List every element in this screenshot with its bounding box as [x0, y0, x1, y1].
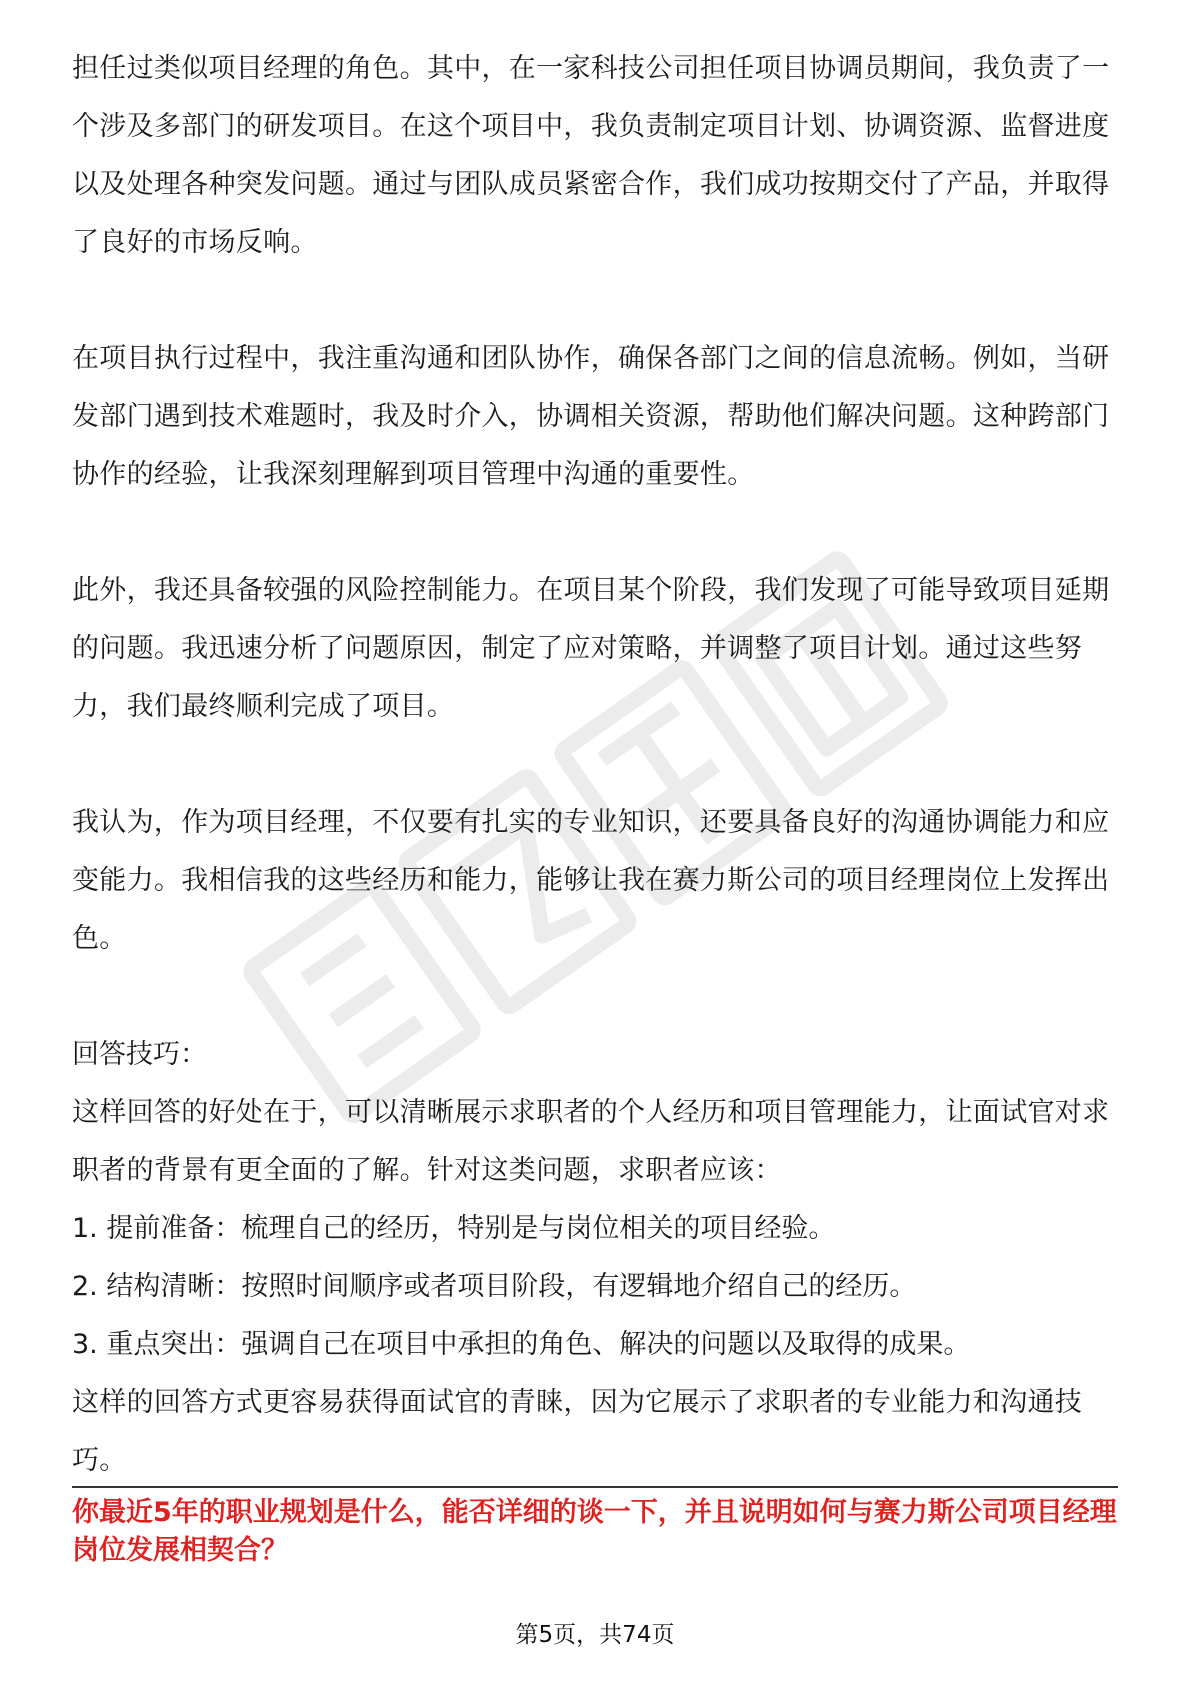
answer-paragraph-2: 在项目执行过程中，我注重沟通和团队协作，确保各部门之间的信息流畅。例如，当研发部门遇到技术难题时，我及时介入，协调相关资源，帮助他们解决问题。这种跨部门协作的经验，让我深刻理解到项目管理中沟通的重要性。	[72, 343, 1110, 490]
tips-item: 1. 提前准备：梳理自己的经历，特别是与岗位相关的项目经验。	[72, 1213, 836, 1244]
tips-title: 回答技巧：	[72, 1039, 207, 1070]
next-question-heading: 你最近5年的职业规划是什么，能否详细的谈一下，并且说明如何与赛力斯公司项目经理岗位发展相契合？	[72, 1497, 1117, 1566]
answer-paragraph-1: 担任过类似项目经理的角色。其中，在一家科技公司担任项目协调员期间，我负责了一个涉及多部门的研发项目。在这个项目中，我负责制定项目计划、协调资源、监督进度以及处理各种突发问题。通过与团队成员紧密合作，我们成功按期交付了产品，并取得了良好的市场反响。	[72, 53, 1110, 258]
answer-tips-section	[72, 1026, 1118, 1490]
answer-paragraph-4: 我认为，作为项目经理，不仅要有扎实的专业知识，还要具备良好的沟通协调能力和应变能力。我相信我的这些经历和能力，能够让我在赛力斯公司的项目经理岗位上发挥出色。	[72, 807, 1110, 954]
section-divider	[72, 1486, 1118, 1488]
tips-item: 2. 结构清晰：按照时间顺序或者项目阶段，有逻辑地介绍自己的经历。	[72, 1271, 917, 1302]
answer-paragraph-3: 此外，我还具备较强的风险控制能力。在项目某个阶段，我们发现了可能导致项目延期的问题。我迅速分析了问题原因，制定了应对策略，并调整了项目计划。通过这些努力，我们最终顺利完成了项目。	[72, 575, 1110, 722]
tips-item: 3. 重点突出：强调自己在项目中承担的角色、解决的问题以及取得的成果。	[72, 1329, 971, 1360]
page-number: 第5页，共74页	[515, 1622, 675, 1648]
content-area	[72, 40, 1118, 1490]
tips-intro: 这样回答的好处在于，可以清晰展示求职者的个人经历和项目管理能力，让面试官对求职者的背景有更全面的了解。针对这类问题，求职者应该：	[72, 1097, 1110, 1186]
tips-conclusion: 这样的回答方式更容易获得面试官的青睐，因为它展示了求职者的专业能力和沟通技巧。	[72, 1387, 1083, 1476]
